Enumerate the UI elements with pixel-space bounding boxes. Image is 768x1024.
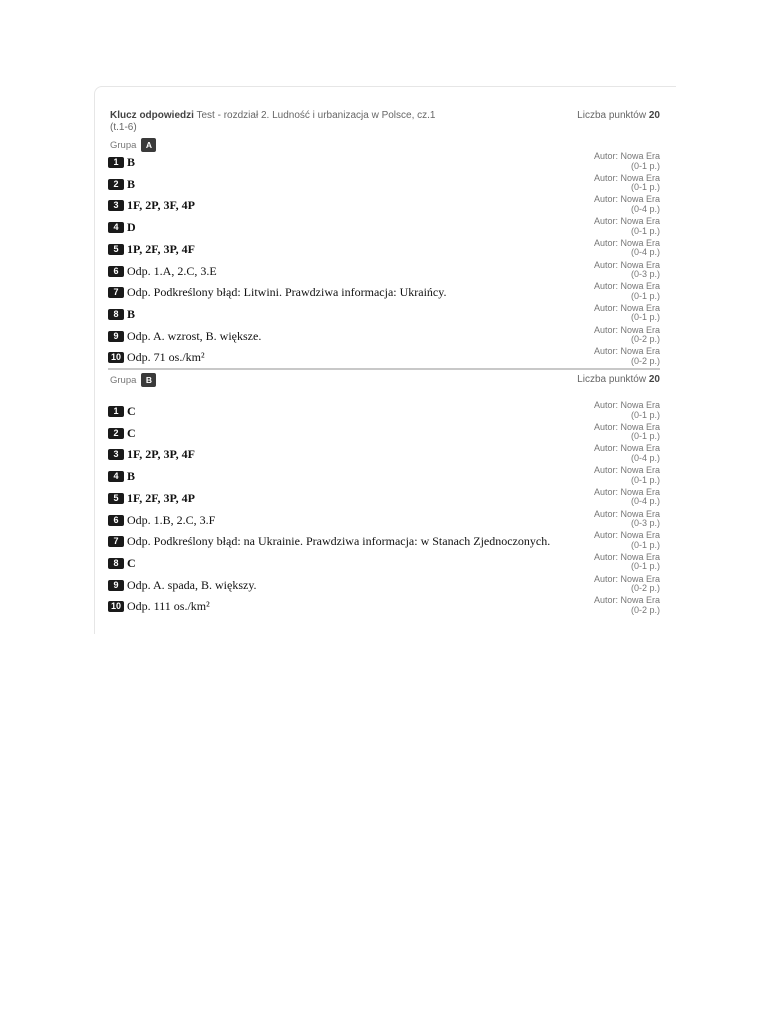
answer-row	[108, 400, 660, 425]
answer-meta	[594, 488, 660, 507]
answer-meta	[594, 466, 660, 485]
points-range: (0-4 p.)	[630, 247, 660, 258]
author-label: Autor: Nowa Era	[593, 194, 660, 205]
answer-text: Odp. Podkreślony błąd: na Ukrainie. Prawdziwa informacja: w Stanach Zjednoczonych.	[127, 534, 551, 549]
answer-meta	[594, 326, 660, 345]
points-range: (0-3 p.)	[630, 518, 660, 528]
points-range: (0-1 p.)	[630, 225, 660, 236]
answer-meta	[594, 195, 660, 214]
author-label: Autor: Nowa Era	[593, 324, 660, 335]
answer-text: 1F, 2P, 3P, 4F	[127, 447, 196, 462]
answer-row	[108, 530, 660, 555]
answer-text: B	[127, 155, 136, 169]
group-b-label	[110, 373, 156, 387]
answer-meta	[594, 261, 660, 280]
answer-text: 1P, 2F, 3P, 4F	[127, 241, 196, 256]
answer-meta	[594, 174, 660, 193]
answer-meta	[594, 217, 660, 236]
answer-row	[108, 281, 660, 306]
question-number-badge: 4	[108, 471, 124, 482]
answer-row	[108, 194, 660, 219]
question-number-badge: 5	[108, 493, 124, 504]
answer-meta	[594, 423, 660, 442]
question-number-badge: 6	[108, 515, 124, 526]
points-range: (0-1 p.)	[630, 474, 660, 485]
total-points	[577, 110, 660, 122]
author-label: Autor: Nowa Era	[593, 151, 660, 161]
author-label: Autor: Nowa Era	[593, 346, 660, 357]
answer-row	[108, 216, 660, 241]
author-label: Autor: Nowa Era	[593, 508, 660, 519]
points-range: (0-2 p.)	[630, 583, 660, 594]
question-number-badge: 5	[108, 244, 124, 255]
answer-row	[108, 421, 660, 447]
question-number-badge: 1	[108, 157, 124, 168]
answer-meta	[594, 553, 660, 572]
question-number-badge: 3	[108, 449, 124, 460]
answer-text: C	[127, 555, 136, 570]
answer-text: D	[127, 220, 136, 235]
author-label: Autor: Nowa Era	[593, 486, 660, 497]
points-value: 20	[648, 374, 660, 385]
answer-row	[108, 259, 660, 285]
author-label: Autor: Nowa Era	[593, 302, 660, 313]
title-strong: Klucz odpowiedzi	[110, 110, 194, 121]
answer-row	[108, 573, 660, 599]
question-number-badge: 4	[108, 222, 124, 233]
author-label: Autor: Nowa Era	[593, 259, 660, 270]
answer-meta	[594, 152, 660, 171]
author-label: Autor: Nowa Era	[593, 281, 660, 292]
question-number-badge: 2	[108, 428, 124, 439]
answer-text: Odp. 1.A, 2.C, 3.E	[127, 263, 217, 278]
answer-row	[108, 486, 660, 512]
answer-text: B	[127, 306, 136, 321]
points-range: (0-4 p.)	[630, 452, 660, 463]
title-rest: Test - rozdział 2. Ludność i urbanizacja w Polsce, cz.1	[193, 110, 436, 121]
answer-text: 1F, 2F, 3P, 4P	[127, 490, 196, 505]
points-range: (0-2 p.)	[630, 604, 660, 615]
answer-text: C	[127, 404, 136, 418]
points-range: (0-1 p.)	[630, 539, 660, 550]
points-range: (0-1 p.)	[630, 312, 660, 323]
author-label: Autor: Nowa Era	[593, 443, 660, 454]
question-number-badge: 9	[108, 580, 124, 591]
question-number-badge: 10	[108, 601, 124, 612]
answer-text: Odp. 71 os./km²	[127, 350, 205, 365]
answer-text: Odp. A. spada, B. większy.	[127, 577, 257, 592]
question-number-badge: 3	[108, 200, 124, 211]
answer-text: 1F, 2P, 3F, 4P	[127, 198, 196, 213]
points-range: (0-2 p.)	[630, 355, 660, 366]
answer-text: Odp. 111 os./km²	[127, 599, 210, 614]
points-range: (0-1 p.)	[630, 290, 660, 301]
question-number-badge: 6	[108, 266, 124, 277]
points-range: (0-1 p.)	[630, 409, 660, 420]
author-label: Autor: Nowa Era	[593, 595, 660, 606]
answer-meta	[594, 239, 660, 258]
group-label-text: Grupa	[110, 139, 137, 151]
question-number-badge: 8	[108, 558, 124, 569]
answer-meta	[594, 575, 660, 594]
author-label: Autor: Nowa Era	[593, 573, 660, 584]
author-label: Autor: Nowa Era	[593, 172, 660, 183]
points-range: (0-4 p.)	[630, 203, 660, 214]
answer-text: B	[127, 469, 136, 484]
group-badge: A	[141, 138, 156, 152]
answer-row	[108, 302, 660, 328]
answer-meta	[594, 596, 660, 615]
answer-text: Odp. 1.B, 2.C, 3.F	[127, 512, 216, 527]
group-b-points	[577, 374, 660, 385]
answer-row	[108, 508, 660, 534]
points-range: (0-3 p.)	[630, 269, 660, 279]
answer-meta	[594, 304, 660, 323]
points-label: Liczba punktów	[577, 374, 649, 385]
answer-text: B	[127, 176, 136, 191]
question-number-badge: 10	[108, 352, 124, 363]
group-divider	[108, 368, 660, 370]
answer-row	[108, 551, 660, 577]
points-value: 20	[648, 110, 660, 121]
author-label: Autor: Nowa Era	[593, 237, 660, 248]
answer-key-header	[110, 110, 660, 134]
answer-row	[108, 172, 660, 198]
points-range: (0-1 p.)	[630, 160, 660, 171]
answer-row	[108, 465, 660, 490]
question-number-badge: 2	[108, 179, 124, 190]
author-label: Autor: Nowa Era	[593, 216, 660, 227]
answer-row	[108, 443, 660, 468]
answer-text: Odp. Podkreślony błąd: Litwini. Prawdziwa informacja: Ukraińcy.	[127, 285, 447, 300]
author-label: Autor: Nowa Era	[593, 465, 660, 476]
answer-meta	[594, 347, 660, 366]
question-number-badge: 7	[108, 536, 124, 547]
question-number-badge: 8	[108, 309, 124, 320]
group-label-text: Grupa	[110, 374, 137, 386]
title-line2: (t.1-6)	[110, 122, 137, 133]
points-range: (0-4 p.)	[630, 496, 660, 507]
answer-meta	[594, 531, 660, 550]
points-range: (0-2 p.)	[630, 334, 660, 345]
question-number-badge: 1	[108, 406, 124, 417]
answer-text: C	[127, 425, 136, 440]
answer-meta	[594, 444, 660, 463]
group-a-label	[110, 138, 156, 152]
question-number-badge: 9	[108, 331, 124, 342]
answer-meta	[594, 282, 660, 301]
author-label: Autor: Nowa Era	[593, 551, 660, 562]
answer-meta	[594, 401, 660, 420]
group-badge: B	[141, 373, 156, 387]
author-label: Autor: Nowa Era	[593, 530, 660, 541]
answer-row	[108, 324, 660, 350]
answer-text: Odp. A. wzrost, B. większe.	[127, 328, 262, 343]
answer-meta	[594, 510, 660, 529]
answer-row	[108, 237, 660, 263]
points-label: Liczba punktów	[577, 110, 649, 121]
points-range: (0-1 p.)	[630, 431, 660, 442]
author-label: Autor: Nowa Era	[593, 400, 660, 410]
answer-row	[108, 595, 660, 620]
points-range: (0-1 p.)	[630, 182, 660, 193]
author-label: Autor: Nowa Era	[593, 421, 660, 432]
question-number-badge: 7	[108, 287, 124, 298]
points-range: (0-1 p.)	[630, 561, 660, 572]
answer-row	[108, 151, 660, 176]
